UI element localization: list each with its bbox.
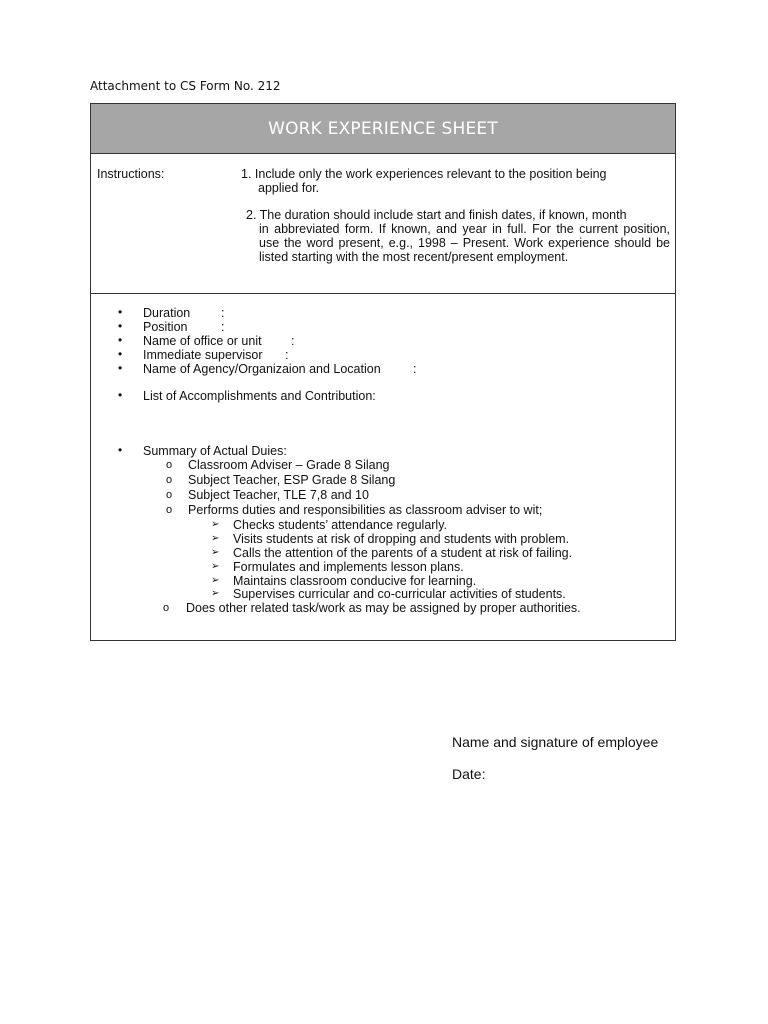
instruction-item-2	[246, 208, 670, 264]
field-position-label: Position	[143, 320, 188, 334]
field-supervisor-label: Immediate supervisor	[143, 348, 263, 362]
field-duration-label: Duration	[143, 306, 191, 320]
field-supervisor-sep: :	[285, 348, 289, 362]
duty-item-last: Does other related task/work as may be assigned by proper authorities.	[186, 601, 581, 615]
sub-bullet-icon: o	[166, 459, 173, 471]
instructions-label: Instructions:	[97, 167, 165, 181]
arrow-bullet-icon: ➢	[211, 561, 220, 572]
bullet-icon: •	[118, 388, 123, 402]
duty-item: Subject Teacher, ESP Grade 8 Silang	[188, 473, 396, 487]
subduty-item: Checks students’ attendance regularly.	[233, 518, 448, 532]
subduty-item: Formulates and implements lesson plans.	[233, 560, 464, 574]
arrow-bullet-icon: ➢	[211, 547, 220, 558]
subduty-item: Maintains classroom conducive for learning.	[233, 574, 477, 588]
arrow-bullet-icon: ➢	[211, 588, 220, 599]
field-office-label: Name of office or unit	[143, 334, 262, 348]
arrow-bullet-icon: ➢	[211, 575, 220, 586]
duty-item: Subject Teacher, TLE 7,8 and 10	[188, 488, 369, 502]
bullet-icon: •	[118, 319, 123, 333]
instruction-item-1	[241, 167, 671, 195]
bullet-icon: •	[118, 333, 123, 347]
sub-bullet-icon: o	[163, 602, 170, 614]
sub-bullet-icon: o	[166, 474, 173, 486]
summary-label: Summary of Actual Duies:	[143, 444, 287, 458]
field-agency-label: Name of Agency/Organizaion and Location	[143, 362, 381, 376]
field-office-sep: :	[291, 334, 295, 348]
subduty-item: Supervises curricular and co-curricular activities of students.	[233, 587, 566, 601]
field-agency-sep: :	[413, 362, 417, 376]
instruction-2-first: 2. The duration should include start and finish dates, if known, month	[246, 208, 627, 222]
duty-item: Classroom Adviser – Grade 8 Silang	[188, 458, 390, 472]
bullet-icon: •	[118, 361, 123, 375]
field-duration-sep: :	[221, 306, 225, 320]
sheet-title: WORK EXPERIENCE SHEET	[91, 104, 675, 154]
accomplishments-label: List of Accomplishments and Contribution:	[143, 389, 376, 403]
bullet-icon: •	[118, 305, 123, 319]
field-position-sep: :	[221, 320, 225, 334]
instruction-1-first: 1. Include only the work experiences relevant to the position being	[241, 167, 607, 181]
signature-label: Name and signature of employee	[452, 734, 659, 750]
bullet-icon: •	[118, 347, 123, 361]
work-experience-sheet	[90, 103, 676, 641]
sub-bullet-icon: o	[166, 504, 173, 516]
sub-bullet-icon: o	[166, 489, 173, 501]
duty-item: Performs duties and responsibilities as classroom adviser to wit;	[188, 503, 543, 517]
date-label: Date:	[452, 766, 486, 782]
instruction-1-cont: applied for.	[258, 181, 320, 195]
subduty-item: Calls the attention of the parents of a student at risk of failing.	[233, 546, 573, 560]
instruction-2-rest: in abbreviated form. If known, and year in full. For the current position, use the word present, e.g., 1998 – Present. Work experience should be listed starting with the most recent/present employment.	[259, 222, 670, 264]
arrow-bullet-icon: ➢	[211, 519, 220, 530]
arrow-bullet-icon: ➢	[211, 533, 220, 544]
subduty-item: Visits students at risk of dropping and students with problem.	[233, 532, 570, 546]
instructions-section	[91, 154, 675, 294]
attachment-note: Attachment to CS Form No. 212	[90, 79, 281, 93]
bullet-icon: •	[118, 443, 123, 457]
